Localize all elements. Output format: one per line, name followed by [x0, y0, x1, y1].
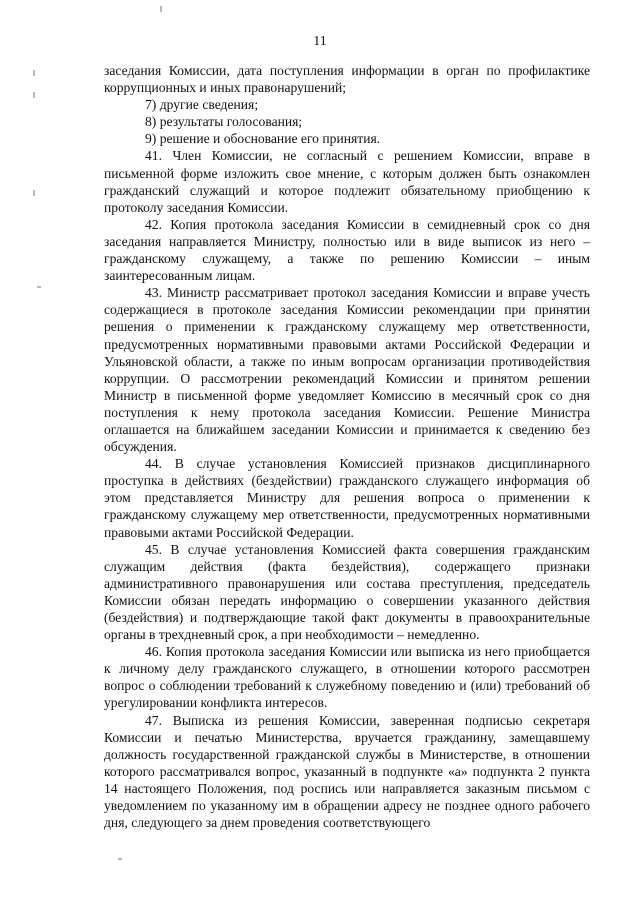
scan-mark: [33, 70, 35, 76]
clause-43: 43. Министр рассматривает протокол заседания Комиссии и вправе учесть содержащиеся в протоколе заседания Комиссии рекомендации при принятии решения о применении к гражданскому служащему мер ответственности, предусмотренных нормативными правовыми актами Российской Федерации и Ульяновской области, а также по иным вопросам организации противодействия коррупции. О рассмотрении рекомендаций Комиссии и принятом решении Министр в письменной форме уведомляет Комиссию в месячный срок со дня поступления к нему протокола заседания Комиссии. Решение Министра оглашается на ближайшем заседании Комиссии и принимается к сведению без обсуждения.: [104, 285, 590, 455]
clause-45: 45. В случае установления Комиссией факта совершения гражданским служащим действия (факта бездействия), содержащего признаки административного правонарушения или состава преступления, председатель Комиссии обязан передать информацию о совершении указанного действия (бездействия) и подтверждающие такой факт документы в правоохранительные органы в трехдневный срок, а при необходимости – немедленно.: [104, 541, 590, 643]
clause-47: 47. Выписка из решения Комиссии, заверенная подписью секретаря Комиссии и печатью Министерства, вручается гражданину, замещавшему должность государственной гражданской службы в Министерстве, в отношении которого рассматривался вопрос, указанный в подпункте «а» подпункта 2 пункта 14 настоящего Положения, под роспись или направляется заказным письмом с уведомлением по указанному им в обращении адресу не позднее одного рабочего дня, следующего за днем проведения соответствующего: [104, 712, 590, 831]
scan-mark: [33, 190, 35, 196]
clause-46: 46. Копия протокола заседания Комиссии или выписка из него приобщается к личному делу гражданского служащего, в отношении которого рассмотрен вопрос о соблюдении требований к служебному поведению и (или) требований об урегулировании конфликта интересов.: [104, 644, 590, 711]
list-item-8: 8) результаты голосования;: [145, 114, 303, 130]
clause-44: 44. В случае установления Комиссией признаков дисциплинарного проступка в действиях (бездействии) гражданского служащего информация об этом представляется Министру для решения вопроса о применении к гражданскому служащему мер ответственности, предусмотренных нормативными правовыми актами Российской Федерации.: [104, 456, 590, 540]
clause-41: 41. Член Комиссии, не согласный с решением Комиссии, вправе в письменной форме изложить свое мнение, с которым должен быть ознакомлен гражданский служащий и которое подлежит обязательному приобщению к протоколу заседания Комиссии.: [104, 148, 590, 215]
list-item-7: 7) другие сведения;: [145, 97, 259, 113]
page-number: 11: [313, 34, 327, 49]
document-body: [104, 62, 590, 831]
scan-mark: [33, 92, 35, 98]
scan-mark: [118, 858, 122, 860]
scan-mark: [160, 6, 162, 12]
paragraph-continuation: заседания Комиссии, дата поступления информации в орган по профилактике коррупционных и иных правонарушений;: [104, 63, 590, 96]
clause-42: 42. Копия протокола заседания Комиссии в семидневный срок со дня заседания направляется Министру, полностью или в виде выписок из него – гражданскому служащему, а также по решению Комиссии – иным заинтересованным лицам.: [104, 216, 590, 284]
scan-mark: [37, 286, 41, 288]
list-item-9: 9) решение и обоснование его принятия.: [145, 131, 381, 147]
